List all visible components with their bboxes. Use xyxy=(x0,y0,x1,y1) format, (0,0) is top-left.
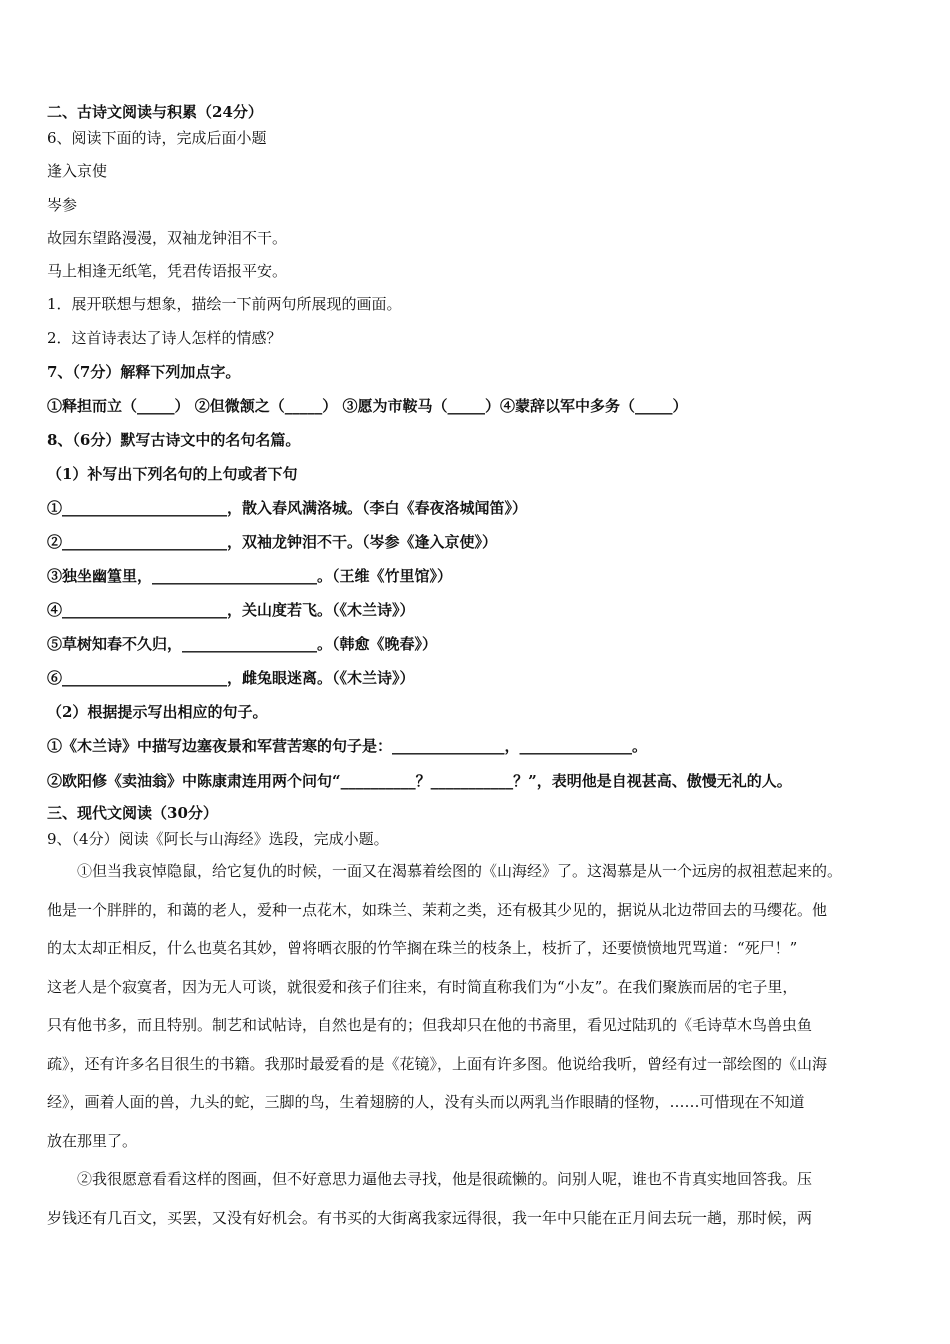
section2-heading: 二、古诗文阅读与积累（24分） xyxy=(47,103,263,121)
q7-prompt: 7、（7分）解释下列加点字。 xyxy=(47,363,241,381)
section3-heading: 三、现代文阅读（30分） xyxy=(47,804,218,822)
poem-line-1: 故园东望路漫漫，双袖龙钟泪不干。 xyxy=(47,229,288,247)
passage-line: 的太太却正相反，什么也莫名其妙，曾将晒衣服的竹竿搁在珠兰的枝条上，枝折了，还要愤愤地咒骂道：“死尸！” xyxy=(47,939,798,957)
passage-line: 他是一个胖胖的，和蔼的老人，爱种一点花木，如珠兰、茉莉之类，还有极其少见的，据说从北边带回去的马缨花。他 xyxy=(47,900,828,919)
q8-line-4: ④______________________，关山度若飞。（《木兰诗》） xyxy=(47,601,415,619)
passage-line: 只有他书多，而且特别。制艺和试帖诗，自然也是有的；但我却只在他的书斋里，看见过陆玑的《毛诗草木鸟兽虫鱼 xyxy=(47,1016,813,1034)
q6-sub-2: 2．这首诗表达了诗人怎样的情感？ xyxy=(47,329,282,347)
poem-line-2: 马上相逢无纸笔，凭君传语报平安。 xyxy=(47,262,288,280)
poem-author: 岑参 xyxy=(47,196,78,214)
passage-line: ①但当我哀悼隐鼠，给它复仇的时候，一面又在渴慕着绘图的《山海经》了。这渴慕是从一个远房的叔祖惹起来的。 xyxy=(77,862,843,880)
q8-prompt: 8、（6分）默写古诗文中的名句名篇。 xyxy=(47,431,301,449)
passage-line: 疏》，还有许多名目很生的书籍。我那时最爱看的是《花镜》，上面有许多图。他说给我听，曾经有过一部绘图的《山海 xyxy=(47,1054,828,1073)
q8-part1-title: （1）补写出下列名句的上句或者下句 xyxy=(47,465,298,483)
q9-prompt: 9、（4分）阅读《阿长与山海经》选段，完成小题。 xyxy=(47,830,389,848)
q6-prompt: 6、阅读下面的诗，完成后面小题 xyxy=(47,129,267,147)
q8-part2-title: （2）根据提示写出相应的句子。 xyxy=(47,703,268,721)
q8-part2-line-1: ①《木兰诗》中描写边塞夜景和军营苦寒的句子是：_______________，_______________。 xyxy=(47,737,648,755)
passage-paragraph-1 xyxy=(47,852,909,1160)
passage-line: ②我很愿意看看这样的图画，但不好意思力逼他去寻找，他是很疏懒的。问别人呢，谁也不肯真实地回答我。压 xyxy=(77,1170,813,1188)
passage-paragraph-2 xyxy=(47,1160,909,1237)
q8-line-3: ③独坐幽篁里，______________________。（王维《竹里馆》） xyxy=(47,567,453,585)
q8-line-6: ⑥______________________，雌兔眼迷离。（《木兰诗》） xyxy=(47,669,415,687)
passage-line: 这老人是个寂寞者，因为无人可谈，就很爱和孩子们往来，有时简直称我们为“小友”。在我们聚族而居的宅子里， xyxy=(47,977,798,996)
q7-items: ①释担而立（_____） ②但微颔之（_____） ③愿为市鞍马（_____）④蒙辞以军中多务（_____） xyxy=(47,397,688,415)
passage-line: 经》，画着人面的兽，九头的蛇，三脚的鸟，生着翅膀的人，没有头而以两乳当作眼睛的怪物，……可惜现在不知道 xyxy=(47,1093,805,1111)
passage-line: 岁钱还有几百文，买罢，又没有好机会。有书买的大街离我家远得很，我一年中只能在正月间去玩一趟，那时候，两 xyxy=(47,1208,813,1227)
q8-line-5: ⑤草树知春不久归，__________________。（韩愈《晚春》） xyxy=(47,635,438,653)
q8-line-1: ①______________________，散入春风满洛城。（李白《春夜洛城闻笛》） xyxy=(47,499,528,517)
q6-sub-1: 1．展开联想与想象，描绘一下前两句所展现的画面。 xyxy=(47,295,402,313)
q8-line-2: ②______________________，双袖龙钟泪不干。（岑参《逢入京使》） xyxy=(47,533,498,551)
poem-title: 逢入京使 xyxy=(47,162,108,180)
q8-part2-line-2: ②欧阳修《卖油翁》中陈康肃连用两个问句“__________？___________？”，表明他是自视甚高、傲慢无礼的人。 xyxy=(47,772,792,790)
passage-line: 放在那里了。 xyxy=(47,1131,138,1150)
